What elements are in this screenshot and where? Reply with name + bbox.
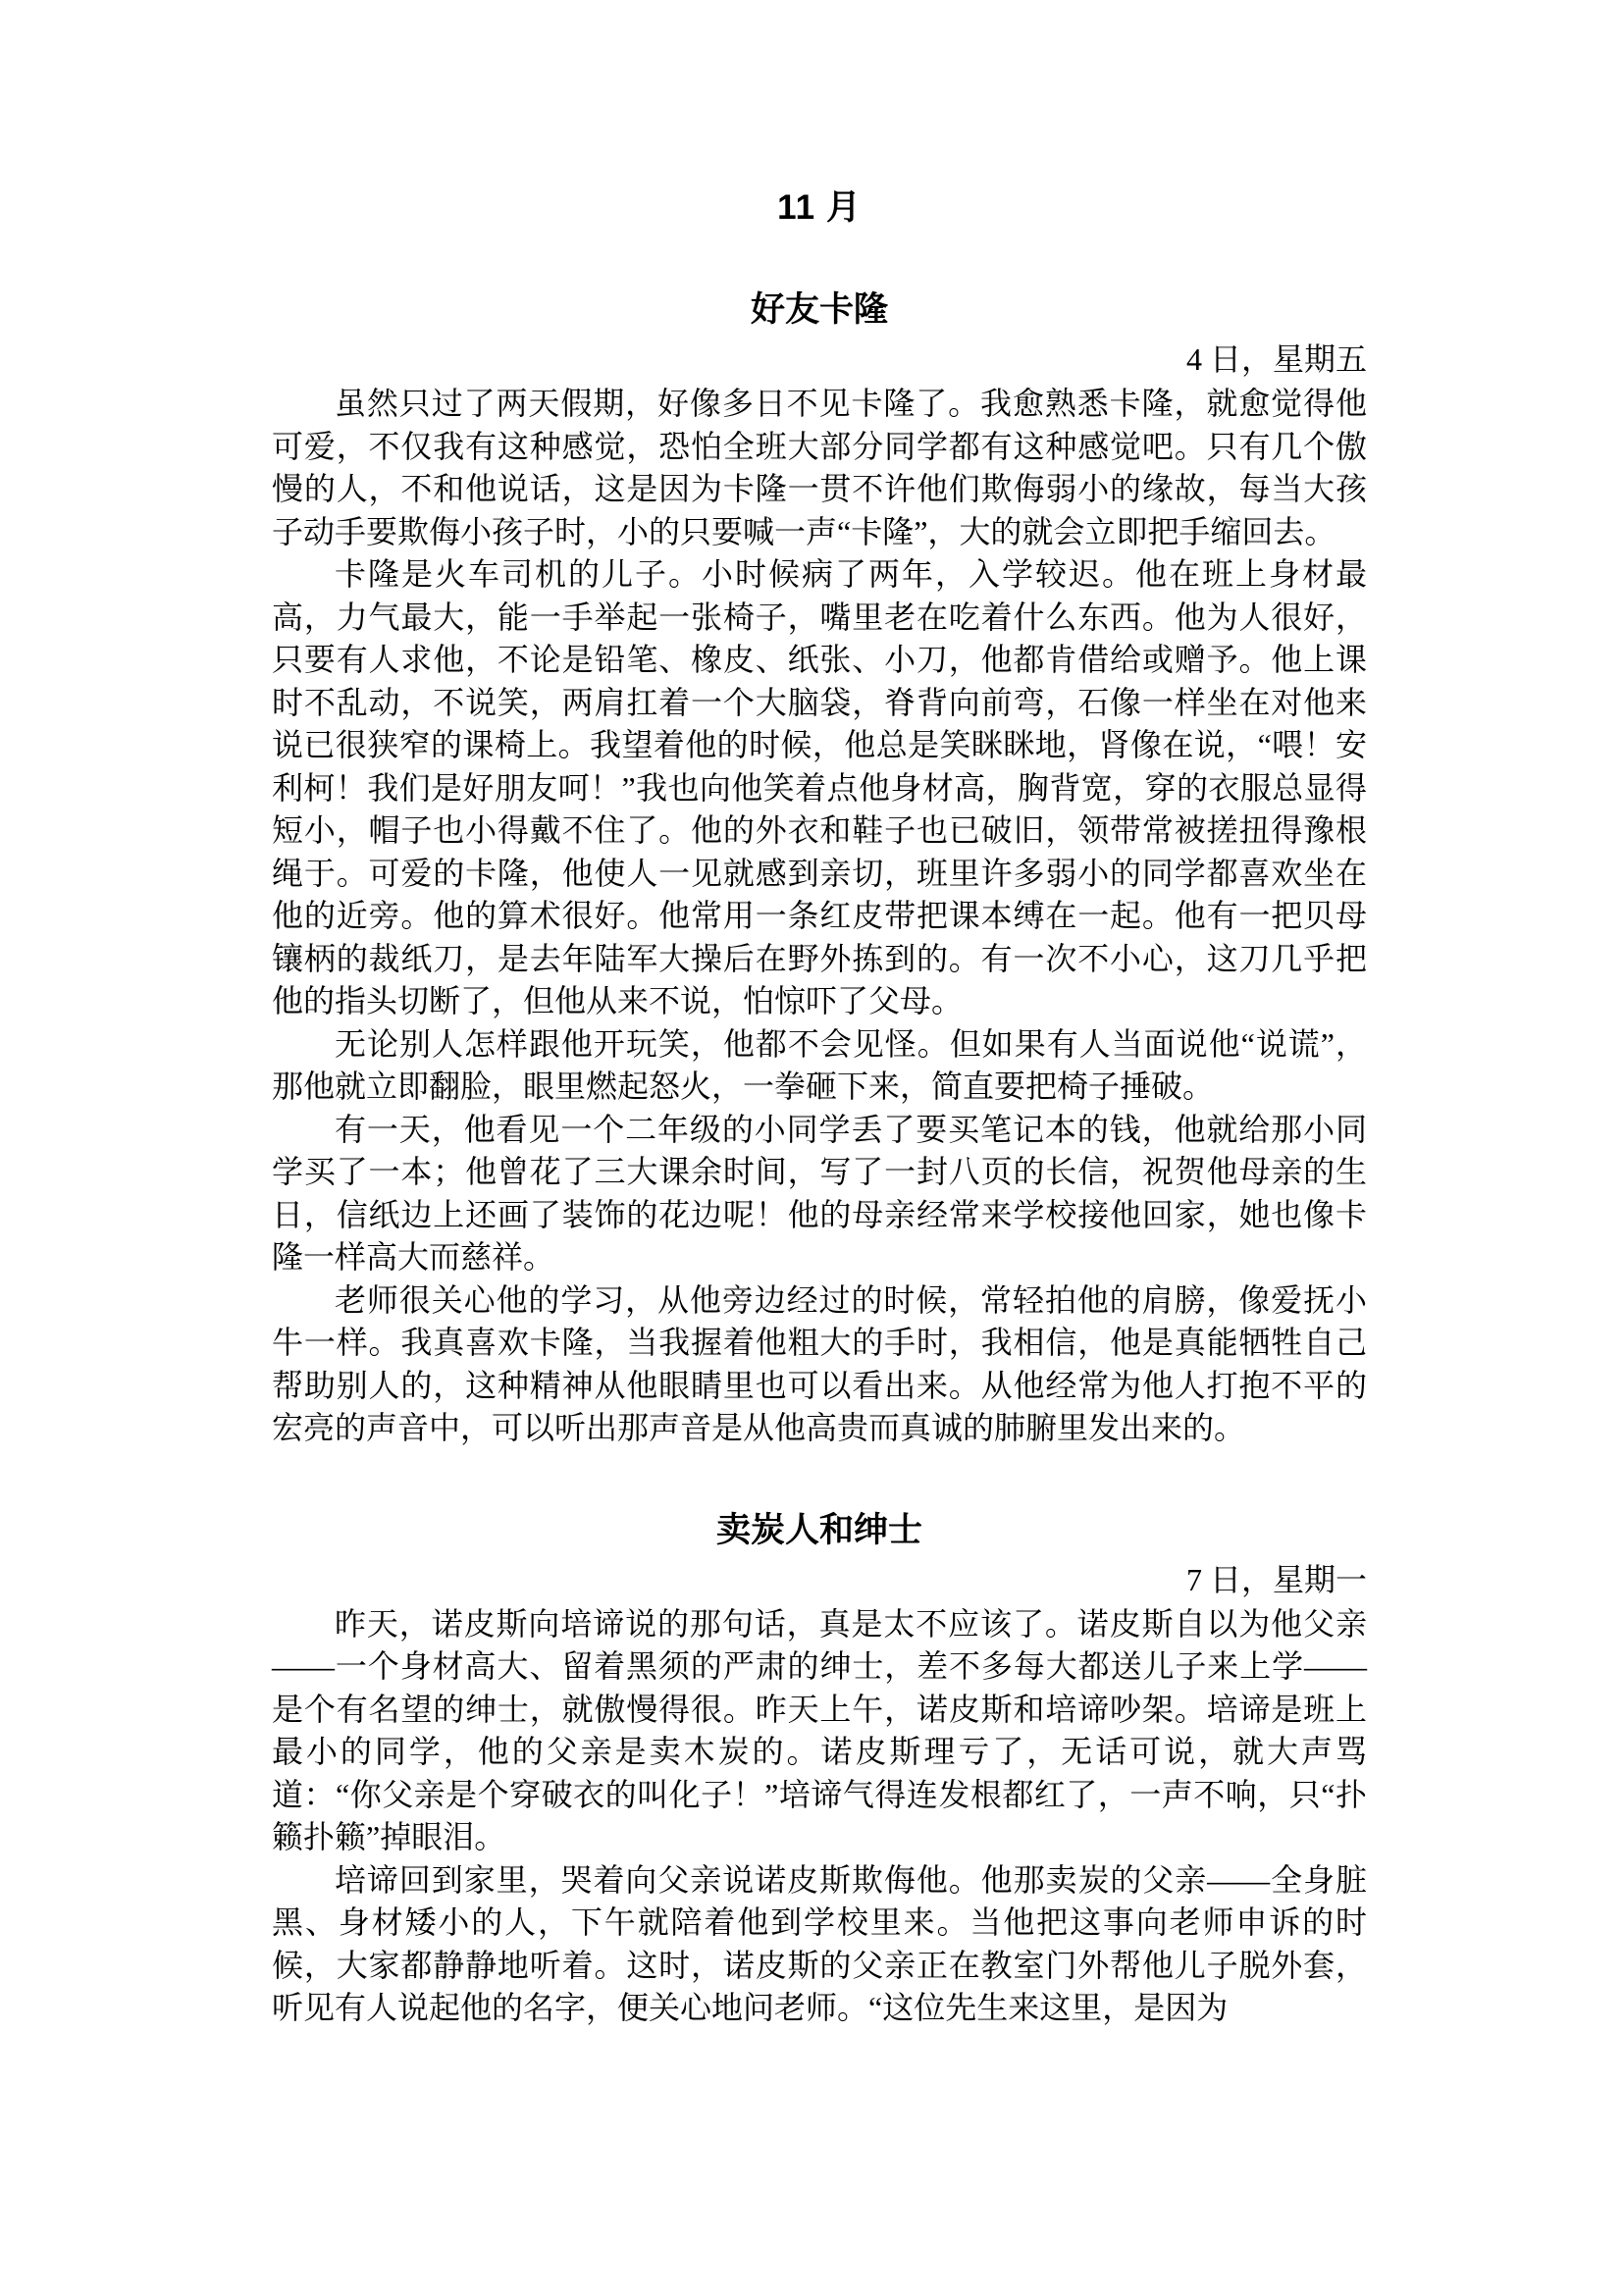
date-line: 7 日，星期一 [1185,1561,1367,1597]
paragraph: 虽然只过了两天假期，好像多日不见卡隆了。我愈熟悉卡隆，就愈觉得他可爱，不仅我有这种感觉，恐怕全班大部分同学都有这种感觉吧。只有几个傲慢的人，不和他说话，这是因为卡隆一贯不许他们欺侮弱小的缘故，每当大孩子动手要欺侮小孩子时，小的只要喊一声“卡隆”，大的就会立即把手缩回去。 [272,386,1367,549]
paragraph: 卡隆是火车司机的儿子。小时候病了两年，入学较迟。他在班上身材最高，力气最大，能一手举起一张椅子，嘴里老在吃着什么东西。他为人很好，只要有人求他，不论是铅笔、橡皮、纸张、小刀，他都肯借给或赠予。他上课时不乱动，不说笑，两肩扛着一个大脑袋，脊背向前弯，石像一样坐在对他来说已很狭窄的课椅上。我望着他的时候，他总是笑眯眯地，肾像在说，“喂！安利柯！我们是好朋友呵！”我也向他笑着点他身材高，胸背宽，穿的衣服总显得短小，帽子也小得戴不住了。他的外衣和鞋子也已破旧，领带常被搓扭得豫根绳于。可爱的卡隆，他使人一见就感到亲切，班里许多弱小的同学都喜欢坐在他的近旁。他的算术很好。他常用一条红皮带把课本缚在一起。他有一把贝母镶柄的裁纸刀，是去年陆军大操后在野外拣到的。有一次不小心，这刀几乎把他的指头切断了，但他从来不说，怕惊吓了父母。 [272,556,1367,1018]
section-title: 卖炭人和绅士 [715,1510,922,1549]
paragraph: 老师很关心他的学习，从他旁边经过的时候，常轻拍他的肩膀，像爱抚小牛一样。我真喜欢卡隆，当我握着他粗大的手时，我相信，他是真能牺牲自己帮助别人的，这种精神从他眼睛里也可以看出来。从他经常为他人打抱不平的宏亮的声音中，可以听出那声音是从他高贵而真诚的肺腑里发出来的。 [272,1281,1367,1445]
section-body [272,1603,1367,2030]
paragraph: 有一天，他看见一个二年级的小同学丢了要买笔记本的钱，他就给那小同学买了一本；他曾花了三大课余时间，写了一封八页的长信，祝贺他母亲的生日，信纸边上还画了装饰的花边呢！他的母亲经常来学校接他回家，她也像卡隆一样高大而慈祥。 [272,1111,1367,1275]
month-title: 11 月 [777,188,862,227]
text-column [272,0,1367,2030]
section-friend-garrone [272,288,1367,1450]
section-charcoal-man-and-gentleman [272,1509,1367,2030]
section-body [272,383,1367,1450]
section-title: 好友卡隆 [750,290,888,329]
date-line: 4 日，星期五 [1185,341,1367,377]
paragraph: 无论别人怎样跟他开玩笑，他都不会见怪。但如果有人当面说他“说谎”，那他就立即翻脸，眼里燃起怒火，一拳砸下来，简直要把椅子捶破。 [272,1025,1367,1104]
paragraph: 培谛回到家里，哭着向父亲说诺皮斯欺侮他。他那卖炭的父亲——全身脏黑、身材矮小的人，下午就陪着他到学校里来。当他把这事向老师申诉的时候，大家都静静地听着。这时，诺皮斯的父亲正在教室门外帮他儿子脱外套，听见有人说起他的名字，便关心地问老师。“这位先生来这里，是因为 [272,1861,1367,2025]
paragraph: 昨天，诺皮斯向培谛说的那句话，真是太不应该了。诺皮斯自以为他父亲——一个身材高大、留着黑须的严肃的绅士，差不多每大都送儿子来上学——是个有名望的绅士，就傲慢得很。昨天上午，诺皮斯和培谛吵架。培谛是班上最小的同学，他的父亲是卖木炭的。诺皮斯理亏了，无话可说，就大声骂道：“你父亲是个穿破衣的叫化子！”培谛气得连发根都红了，一声不响，只“扑籁扑籁”掉眼泪。 [272,1605,1367,1854]
